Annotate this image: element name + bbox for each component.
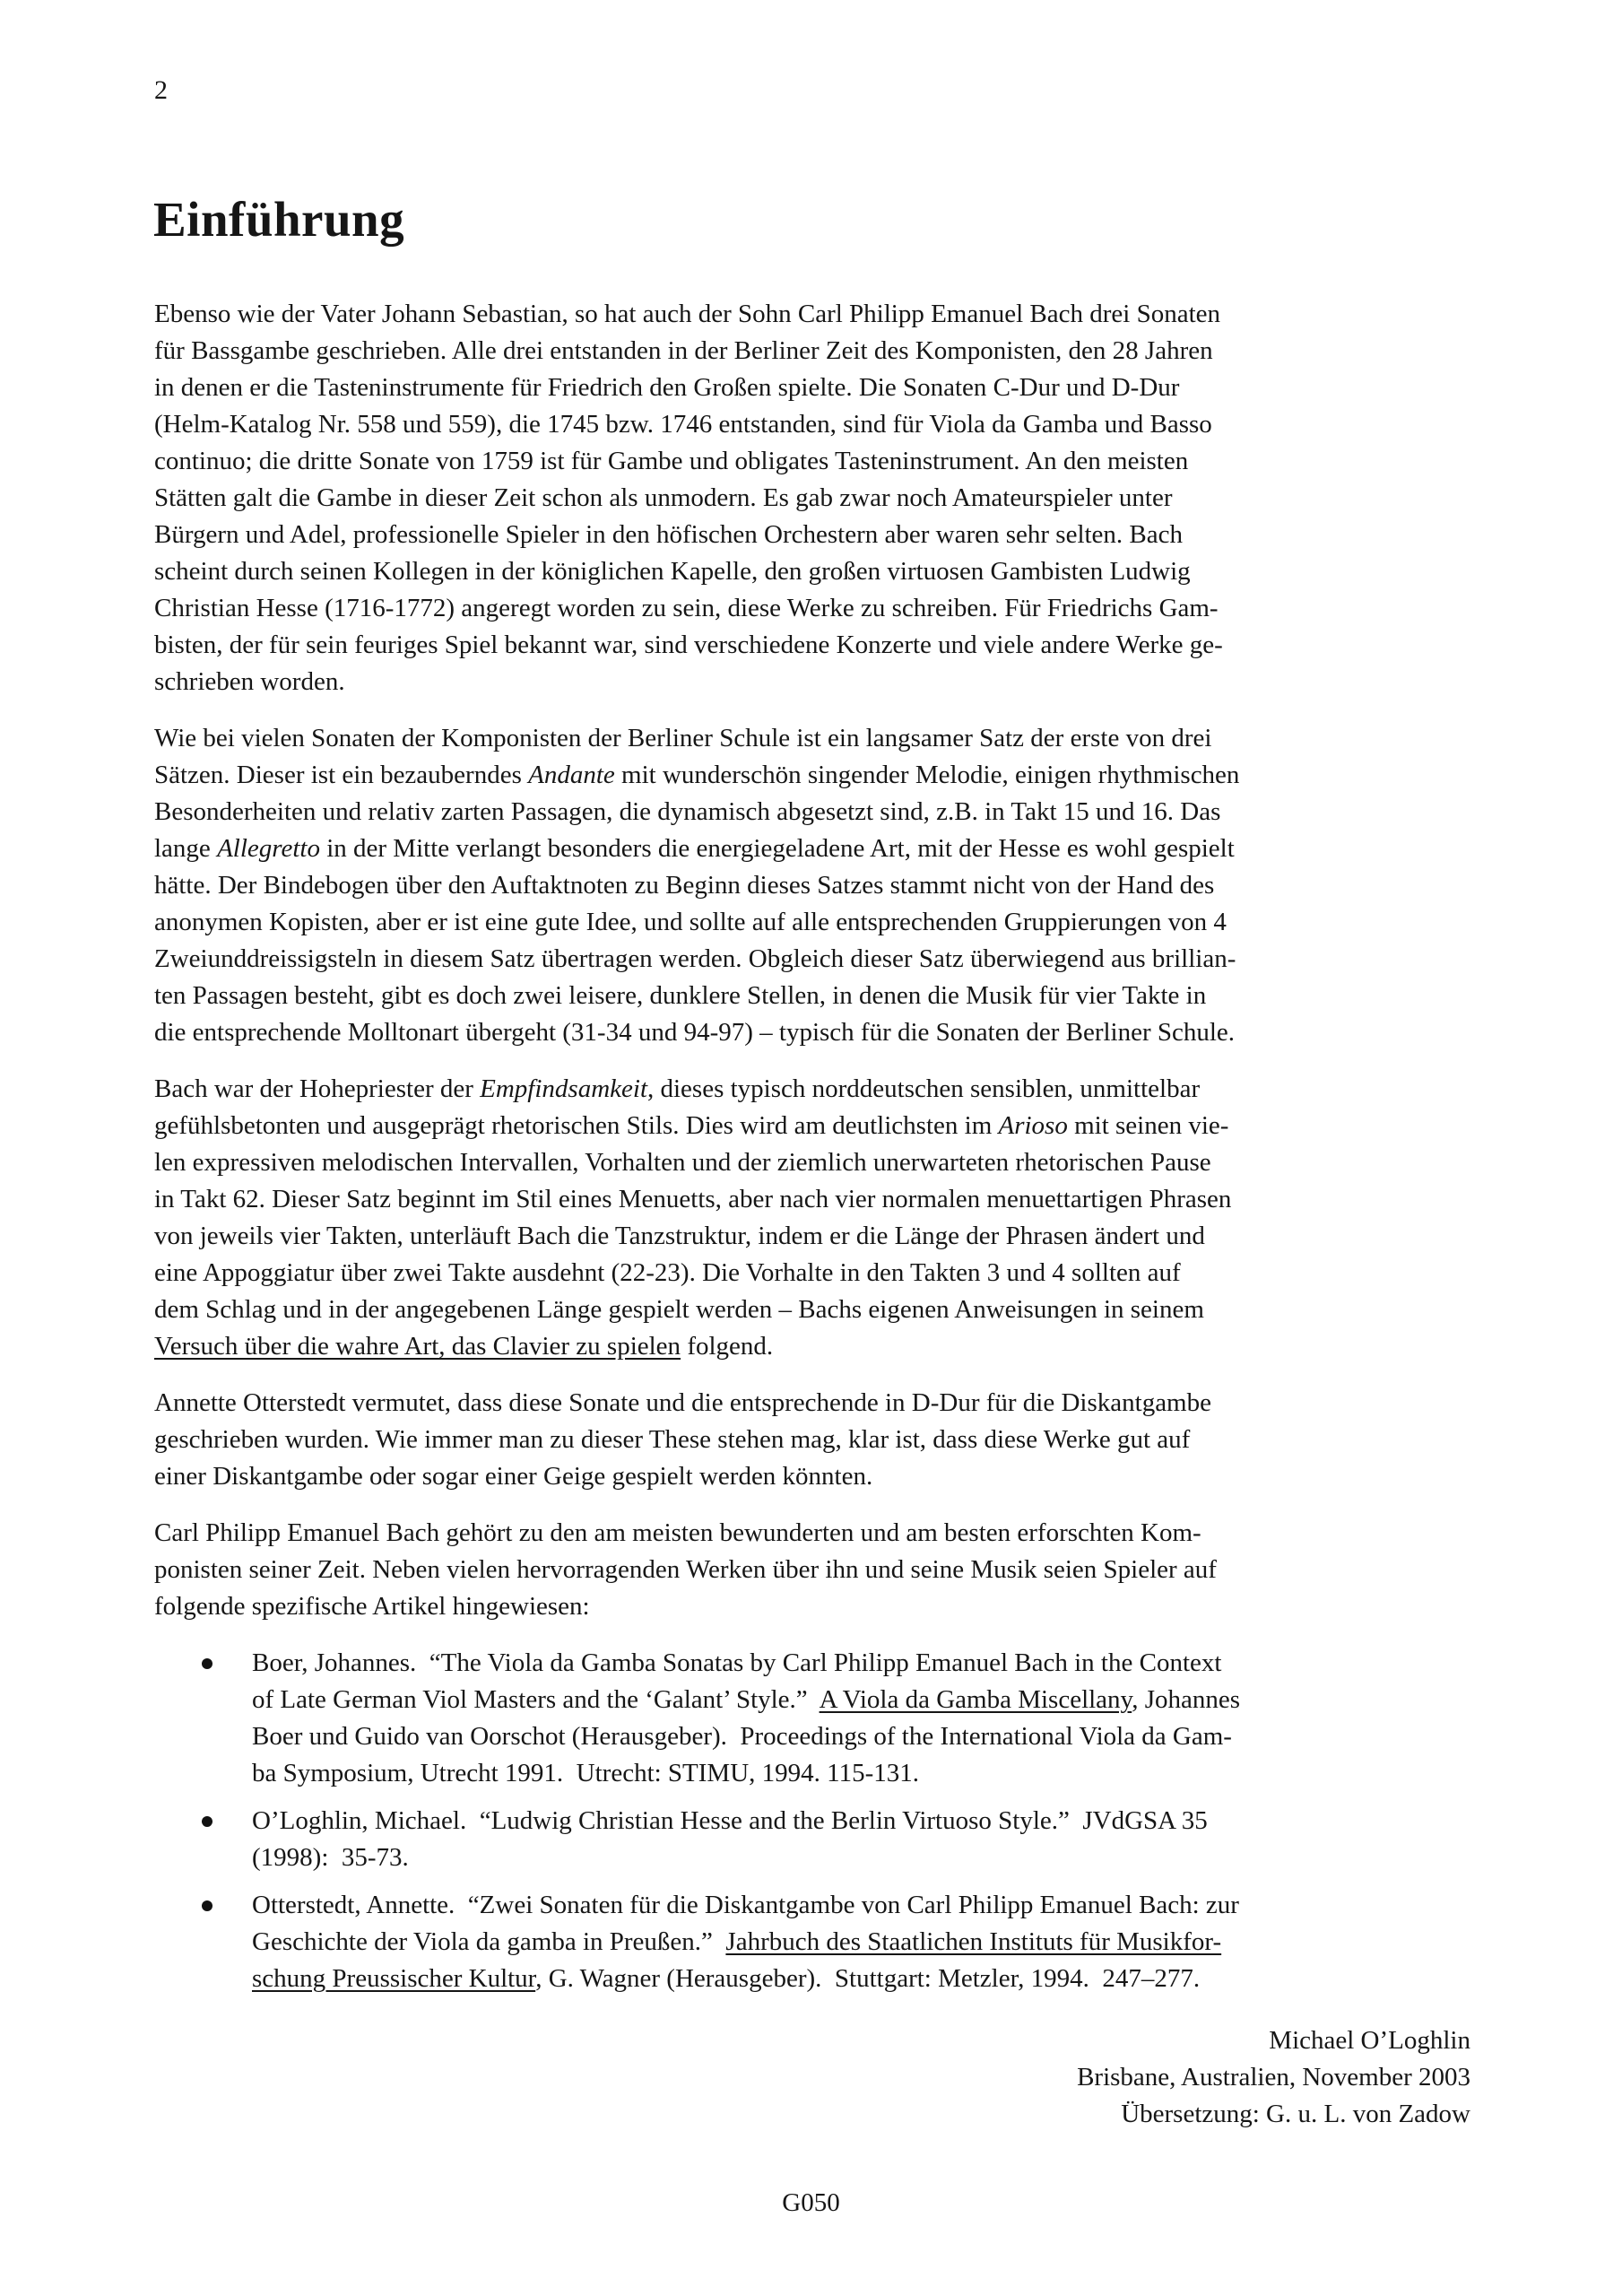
- underlined-book-title: schung Preussischer Kultur: [252, 1964, 536, 1993]
- signature-author: Michael O’Loghlin: [1269, 2026, 1470, 2055]
- text-segment: , G. Wagner (Herausgeber). Stuttgart: Metzler, 1994. 247–277.: [535, 1964, 1201, 1993]
- text-line: [252, 1924, 1470, 1961]
- text-line: geschrieben wurden. Wie immer man zu dieser These stehen mag, klar ist, dass diese Werke gut auf: [154, 1425, 1191, 1454]
- text-segment: mit wunderschön singender Melodie, einigen rhythmischen: [614, 761, 1240, 789]
- text-line: Carl Philipp Emanuel Bach gehört zu den am meisten bewunderten und am besten erforschten Kom-: [154, 1518, 1201, 1547]
- text-line: in Takt 62. Dieser Satz beginnt im Stil eines Menuetts, aber nach vier normalen menuettartigen Phrasen: [154, 1185, 1232, 1213]
- text-segment: in der Mitte verlangt besonders die energiegeladene Art, mit der Hesse es wohl gespielt: [319, 834, 1235, 863]
- text-line: einer Diskantgambe oder sogar einer Geige gespielt werden könnten.: [154, 1462, 873, 1491]
- paragraph: [154, 1071, 1470, 1365]
- text-line: scheint durch seinen Kollegen in der königlichen Kapelle, den großen virtuosen Gambisten Ludwig: [154, 557, 1191, 586]
- text-line: continuo; die dritte Sonate von 1759 ist für Gambe und obligates Tasteninstrument. An den meisten: [154, 447, 1189, 475]
- text-line: Christian Hesse (1716-1772) angeregt worden zu sein, diese Werke zu schreiben. Für Friedrichs Gam-: [154, 594, 1219, 622]
- text-line: eine Appoggiatur über zwei Takte ausdehnt (22-23). Die Vorhalte in den Takten 3 und 4 sollten auf: [154, 1258, 1181, 1287]
- text-segment: Bach war der Hohepriester der: [154, 1074, 481, 1103]
- text-line: folgende spezifische Artikel hingewiesen:: [154, 1592, 590, 1621]
- signature-block: [154, 2022, 1470, 2133]
- footer-edition-number: G050: [782, 2188, 840, 2217]
- text-line: Otterstedt, Annette. “Zwei Sonaten für die Diskantgambe von Carl Philipp Emanuel Bach: zur: [252, 1891, 1239, 1919]
- text-line: (Helm-Katalog Nr. 558 und 559), die 1745 bzw. 1746 entstanden, sind für Viola da Gamba und Basso: [154, 410, 1212, 439]
- text-segment: , dieses typisch norddeutschen sensiblen, unmittelbar: [647, 1074, 1201, 1103]
- underlined-book-title: Versuch über die wahre Art, das Clavier zu spielen: [154, 1332, 681, 1361]
- paragraph: [154, 1515, 1470, 1625]
- italic-term: Allegretto: [217, 834, 320, 863]
- bullet-icon: [202, 1658, 213, 1669]
- text-segment: , Johannes: [1132, 1685, 1241, 1714]
- text-line: anonymen Kopisten, aber er ist eine gute Idee, und sollte auf alle entsprechenden Gruppierungen von 4: [154, 908, 1227, 936]
- list-item: [154, 1803, 1470, 1876]
- text-line: [252, 1961, 1470, 1997]
- text-line: schrieben worden.: [154, 667, 345, 696]
- list-item: [154, 1645, 1470, 1792]
- text-line: (1998): 35-73.: [252, 1843, 409, 1872]
- text-line: [154, 1328, 1470, 1365]
- page-number: 2: [154, 75, 168, 105]
- text-line: [252, 1682, 1470, 1718]
- text-segment: Geschichte der Viola da gamba in Preußen.”: [252, 1927, 726, 1956]
- underlined-book-title: Jahrbuch des Staatlichen Instituts für Musikfor-: [725, 1927, 1222, 1956]
- text-line: Bürgern und Adel, professionelle Spieler in den höfischen Orchestern aber waren sehr selten. Bach: [154, 520, 1184, 549]
- text-line: Boer und Guido van Oorschot (Herausgeber). Proceedings of the International Viola da Gam-: [252, 1722, 1232, 1751]
- signature-translation-credit: Übersetzung: G. u. L. von Zadow: [1121, 2100, 1470, 2128]
- text-line: O’Loghlin, Michael. “Ludwig Christian Hesse and the Berlin Virtuoso Style.” JVdGSA 35: [252, 1806, 1208, 1835]
- text-line: für Bassgambe geschrieben. Alle drei entstanden in der Berliner Zeit des Komponisten, den 28 Jahren: [154, 336, 1213, 365]
- text-line: Boer, Johannes. “The Viola da Gamba Sonatas by Carl Philipp Emanuel Bach in the Context: [252, 1648, 1222, 1677]
- bibliography-list: [154, 1645, 1470, 1997]
- italic-term: Empfindsamkeit: [480, 1074, 647, 1103]
- paragraph: [154, 720, 1470, 1051]
- text-line: [154, 757, 1470, 794]
- italic-term: Arioso: [998, 1111, 1068, 1140]
- bullet-icon: [202, 1816, 213, 1827]
- text-line: bisten, der für sein feuriges Spiel bekannt war, sind verschiedene Konzerte und viele andere Werke ge-: [154, 631, 1223, 659]
- paragraph: [154, 1385, 1470, 1495]
- bullet-icon: [202, 1900, 213, 1911]
- text-line: hätte. Der Bindebogen über den Auftaktnoten zu Beginn dieses Satzes stammt nicht von der Hand des: [154, 871, 1215, 900]
- text-line: ten Passagen besteht, gibt es doch zwei leisere, dunklere Stellen, in denen die Musik für vier Takte in: [154, 981, 1207, 1010]
- paragraph: [154, 296, 1470, 700]
- section-heading: Einführung: [153, 192, 405, 247]
- text-line: ba Symposium, Utrecht 1991. Utrecht: STIMU, 1994. 115-131.: [252, 1759, 919, 1787]
- text-line: Ebenso wie der Vater Johann Sebastian, so hat auch der Sohn Carl Philipp Emanuel Bach drei Sonaten: [154, 300, 1220, 328]
- text-line: von jeweils vier Takten, unterläuft Bach die Tanzstruktur, indem er die Länge der Phrasen ändert und: [154, 1222, 1205, 1250]
- text-line: Zweiunddreissigsteln in diesem Satz übertragen werden. Obgleich dieser Satz überwiegend aus brillian-: [154, 944, 1236, 973]
- text-line: ponisten seiner Zeit. Neben vielen hervorragenden Werken über ihn und seine Musik seien Spieler auf: [154, 1555, 1217, 1584]
- text-line: Wie bei vielen Sonaten der Komponisten der Berliner Schule ist ein langsamer Satz der erste von drei: [154, 724, 1212, 752]
- text-segment: lange: [154, 834, 218, 863]
- text-segment: Sätzen. Dieser ist ein bezauberndes: [154, 761, 529, 789]
- text-line: [154, 1071, 1470, 1108]
- text-segment: folgend.: [681, 1332, 774, 1361]
- text-segment: of Late German Viol Masters and the ‘Galant’ Style.”: [252, 1685, 820, 1714]
- list-item: [154, 1887, 1470, 1997]
- signature-place-date: Brisbane, Australien, November 2003: [1077, 2063, 1470, 2092]
- text-line: in denen er die Tasteninstrumente für Friedrich den Großen spielte. Die Sonaten C-Dur und D-Dur: [154, 373, 1180, 402]
- document-body: [154, 296, 1470, 2133]
- text-segment: gefühlsbetonten und ausgeprägt rhetorischen Stils. Dies wird am deutlichsten im: [154, 1111, 999, 1140]
- text-segment: mit seinen vie-: [1067, 1111, 1229, 1140]
- text-line: [154, 1108, 1470, 1144]
- text-line: die entsprechende Molltonart übergeht (31-34 und 94-97) – typisch für die Sonaten der Berliner Schule.: [154, 1018, 1236, 1047]
- text-line: Besonderheiten und relativ zarten Passagen, die dynamisch abgesetzt sind, z.B. in Takt 15 und 16. Das: [154, 797, 1221, 826]
- italic-term: Andante: [528, 761, 615, 789]
- text-line: Stätten galt die Gambe in dieser Zeit schon als unmodern. Es gab zwar noch Amateurspieler unter: [154, 483, 1173, 512]
- text-line: [154, 831, 1470, 867]
- underlined-book-title: A Viola da Gamba Miscellany: [819, 1685, 1132, 1714]
- text-line: Annette Otterstedt vermutet, dass diese Sonate und die entsprechende in D-Dur für die Diskantgambe: [154, 1388, 1211, 1417]
- text-line: dem Schlag und in der angegebenen Länge gespielt werden – Bachs eigenen Anweisungen in seinem: [154, 1295, 1204, 1324]
- text-line: len expressiven melodischen Intervallen, Vorhalten und der ziemlich unerwarteten rhetorischen Pause: [154, 1148, 1211, 1177]
